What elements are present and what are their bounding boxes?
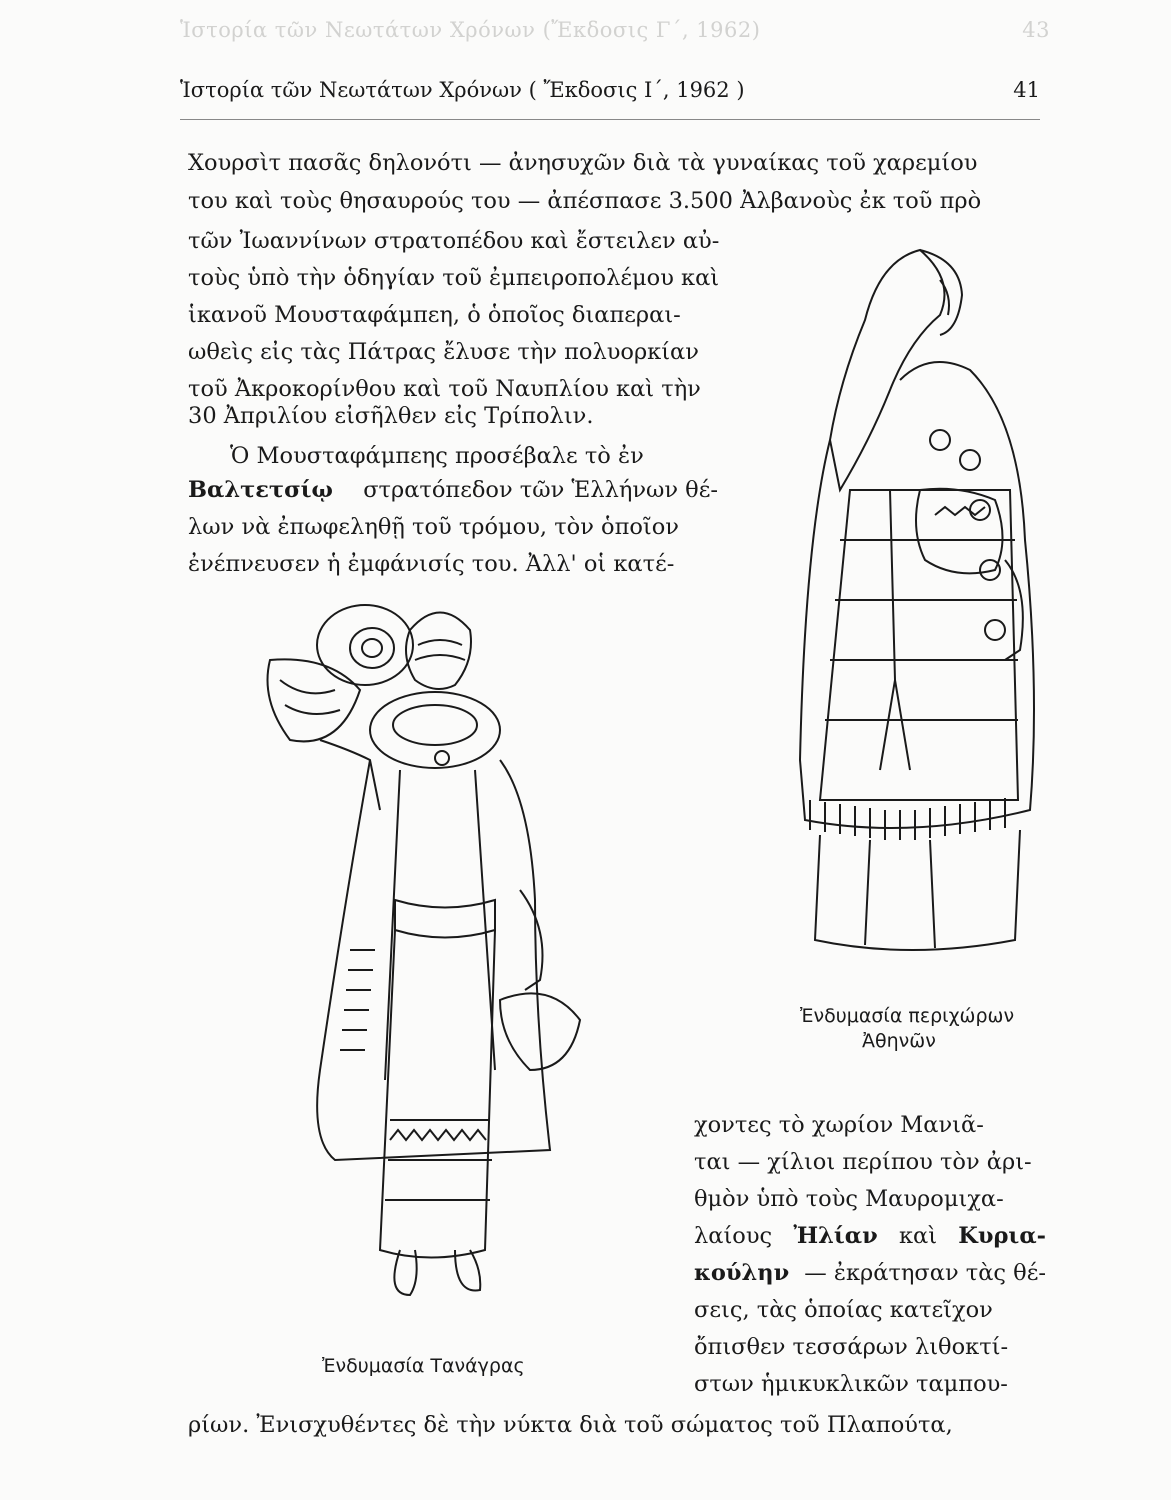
ghost-header [180, 18, 1050, 42]
bold-person-name: κούλην [694, 1260, 790, 1286]
text-line: του καὶ τοὺς θησαυρούς του — ἀπέσπασε 3.500 Ἀλβανοὺς ἐκ τοῦ πρὸ [188, 188, 982, 214]
athens-costume-illustration [780, 240, 1050, 970]
text-line: θμὸν ὑπὸ τοὺς Μαυρομιχα- [694, 1186, 1004, 1212]
text-line: ὄπισθεν τεσσάρων λιθοκτί- [694, 1334, 1009, 1360]
text-span: — ἐκράτησαν τὰς θέ- [804, 1260, 1046, 1286]
text-line: Ὁ Μουσταφάμπεης προσέβαλε τὸ ἐν [230, 443, 644, 469]
text-line [188, 477, 718, 503]
text-line: ἐνέπνευσεν ἡ ἐμφάνισίς του. Ἀλλ' οἱ κατέ- [188, 551, 675, 577]
bold-place-name: Βαλτετσίῳ [188, 477, 333, 503]
text-line: στων ἡμικυκλικῶν ταμπου- [694, 1371, 1008, 1397]
header-title: Ἱστορία τῶν Νεωτάτων Χρόνων ( Ἔκδοσις Ι΄, 1962 ) [180, 78, 745, 102]
text-line [694, 1260, 1046, 1286]
text-line: χοντες τὸ χωρίον Μανιᾶ- [694, 1112, 984, 1138]
text-line: τῶν Ἰωαννίνων στρατοπέδου καὶ ἔστειλεν αὐ- [188, 228, 720, 254]
text-line: ἱκανοῦ Μουσταφάμπεη, ὁ ὁποῖος διαπεραι- [188, 302, 681, 328]
text-span: καὶ [898, 1223, 938, 1249]
text-line: τοὺς ὑπὸ τὴν ὁδηγίαν τοῦ ἐμπειροπολέμου καὶ [188, 265, 720, 291]
page-number: 41 [1013, 78, 1040, 102]
bold-person-name: Κυρια- [958, 1223, 1046, 1249]
caption-athens-line1: Ἐνδυμασία περιχώρων [800, 1005, 1015, 1027]
bold-person-name: Ἠλίαν [793, 1223, 878, 1249]
text-line: ται — χίλιοι περίπου τὸν ἀρι- [694, 1149, 1032, 1175]
running-header [180, 78, 1040, 102]
caption-athens-line2: Ἀθηνῶν [862, 1030, 936, 1052]
text-line: 30 Ἀπριλίου εἰσῆλθεν εἰς Τρίπολιν. [188, 403, 594, 429]
text-line: τοῦ Ἀκροκορίνθου καὶ τοῦ Ναυπλίου καὶ τὴν [188, 376, 701, 402]
text-line: ρίων. Ἐνισχυθέντες δὲ τὴν νύκτα διὰ τοῦ σώματος τοῦ Πλαπούτα, [188, 1412, 953, 1438]
text-span: στρατόπεδον τῶν Ἑλλήνων θέ- [363, 477, 718, 503]
ghost-header-title: Ἱστορία τῶν Νεωτάτων Χρόνων (Ἔκδοσις Γ΄, 1962) [180, 18, 761, 42]
header-rule [180, 119, 1040, 120]
ghost-header-page: 43 [1022, 18, 1050, 42]
text-span: λαίους [694, 1223, 773, 1249]
tanagra-costume-illustration [250, 600, 620, 1300]
text-line: λων νὰ ἐπωφεληθῇ τοῦ τρόμου, τὸν ὁποῖον [188, 514, 679, 540]
text-line: Χουρσὶτ πασᾶς δηλονότι — ἀνησυχῶν διὰ τὰ γυναίκας τοῦ χαρεμίου [188, 150, 978, 176]
caption-tanagra: Ἐνδυμασία Τανάγρας [322, 1355, 525, 1377]
text-line [694, 1223, 1046, 1249]
text-line: ωθεὶς εἰς τὰς Πάτρας ἔλυσε τὴν πολυορκίαν [188, 339, 699, 365]
text-line: σεις, τὰς ὁποίας κατεῖχον [694, 1297, 993, 1323]
